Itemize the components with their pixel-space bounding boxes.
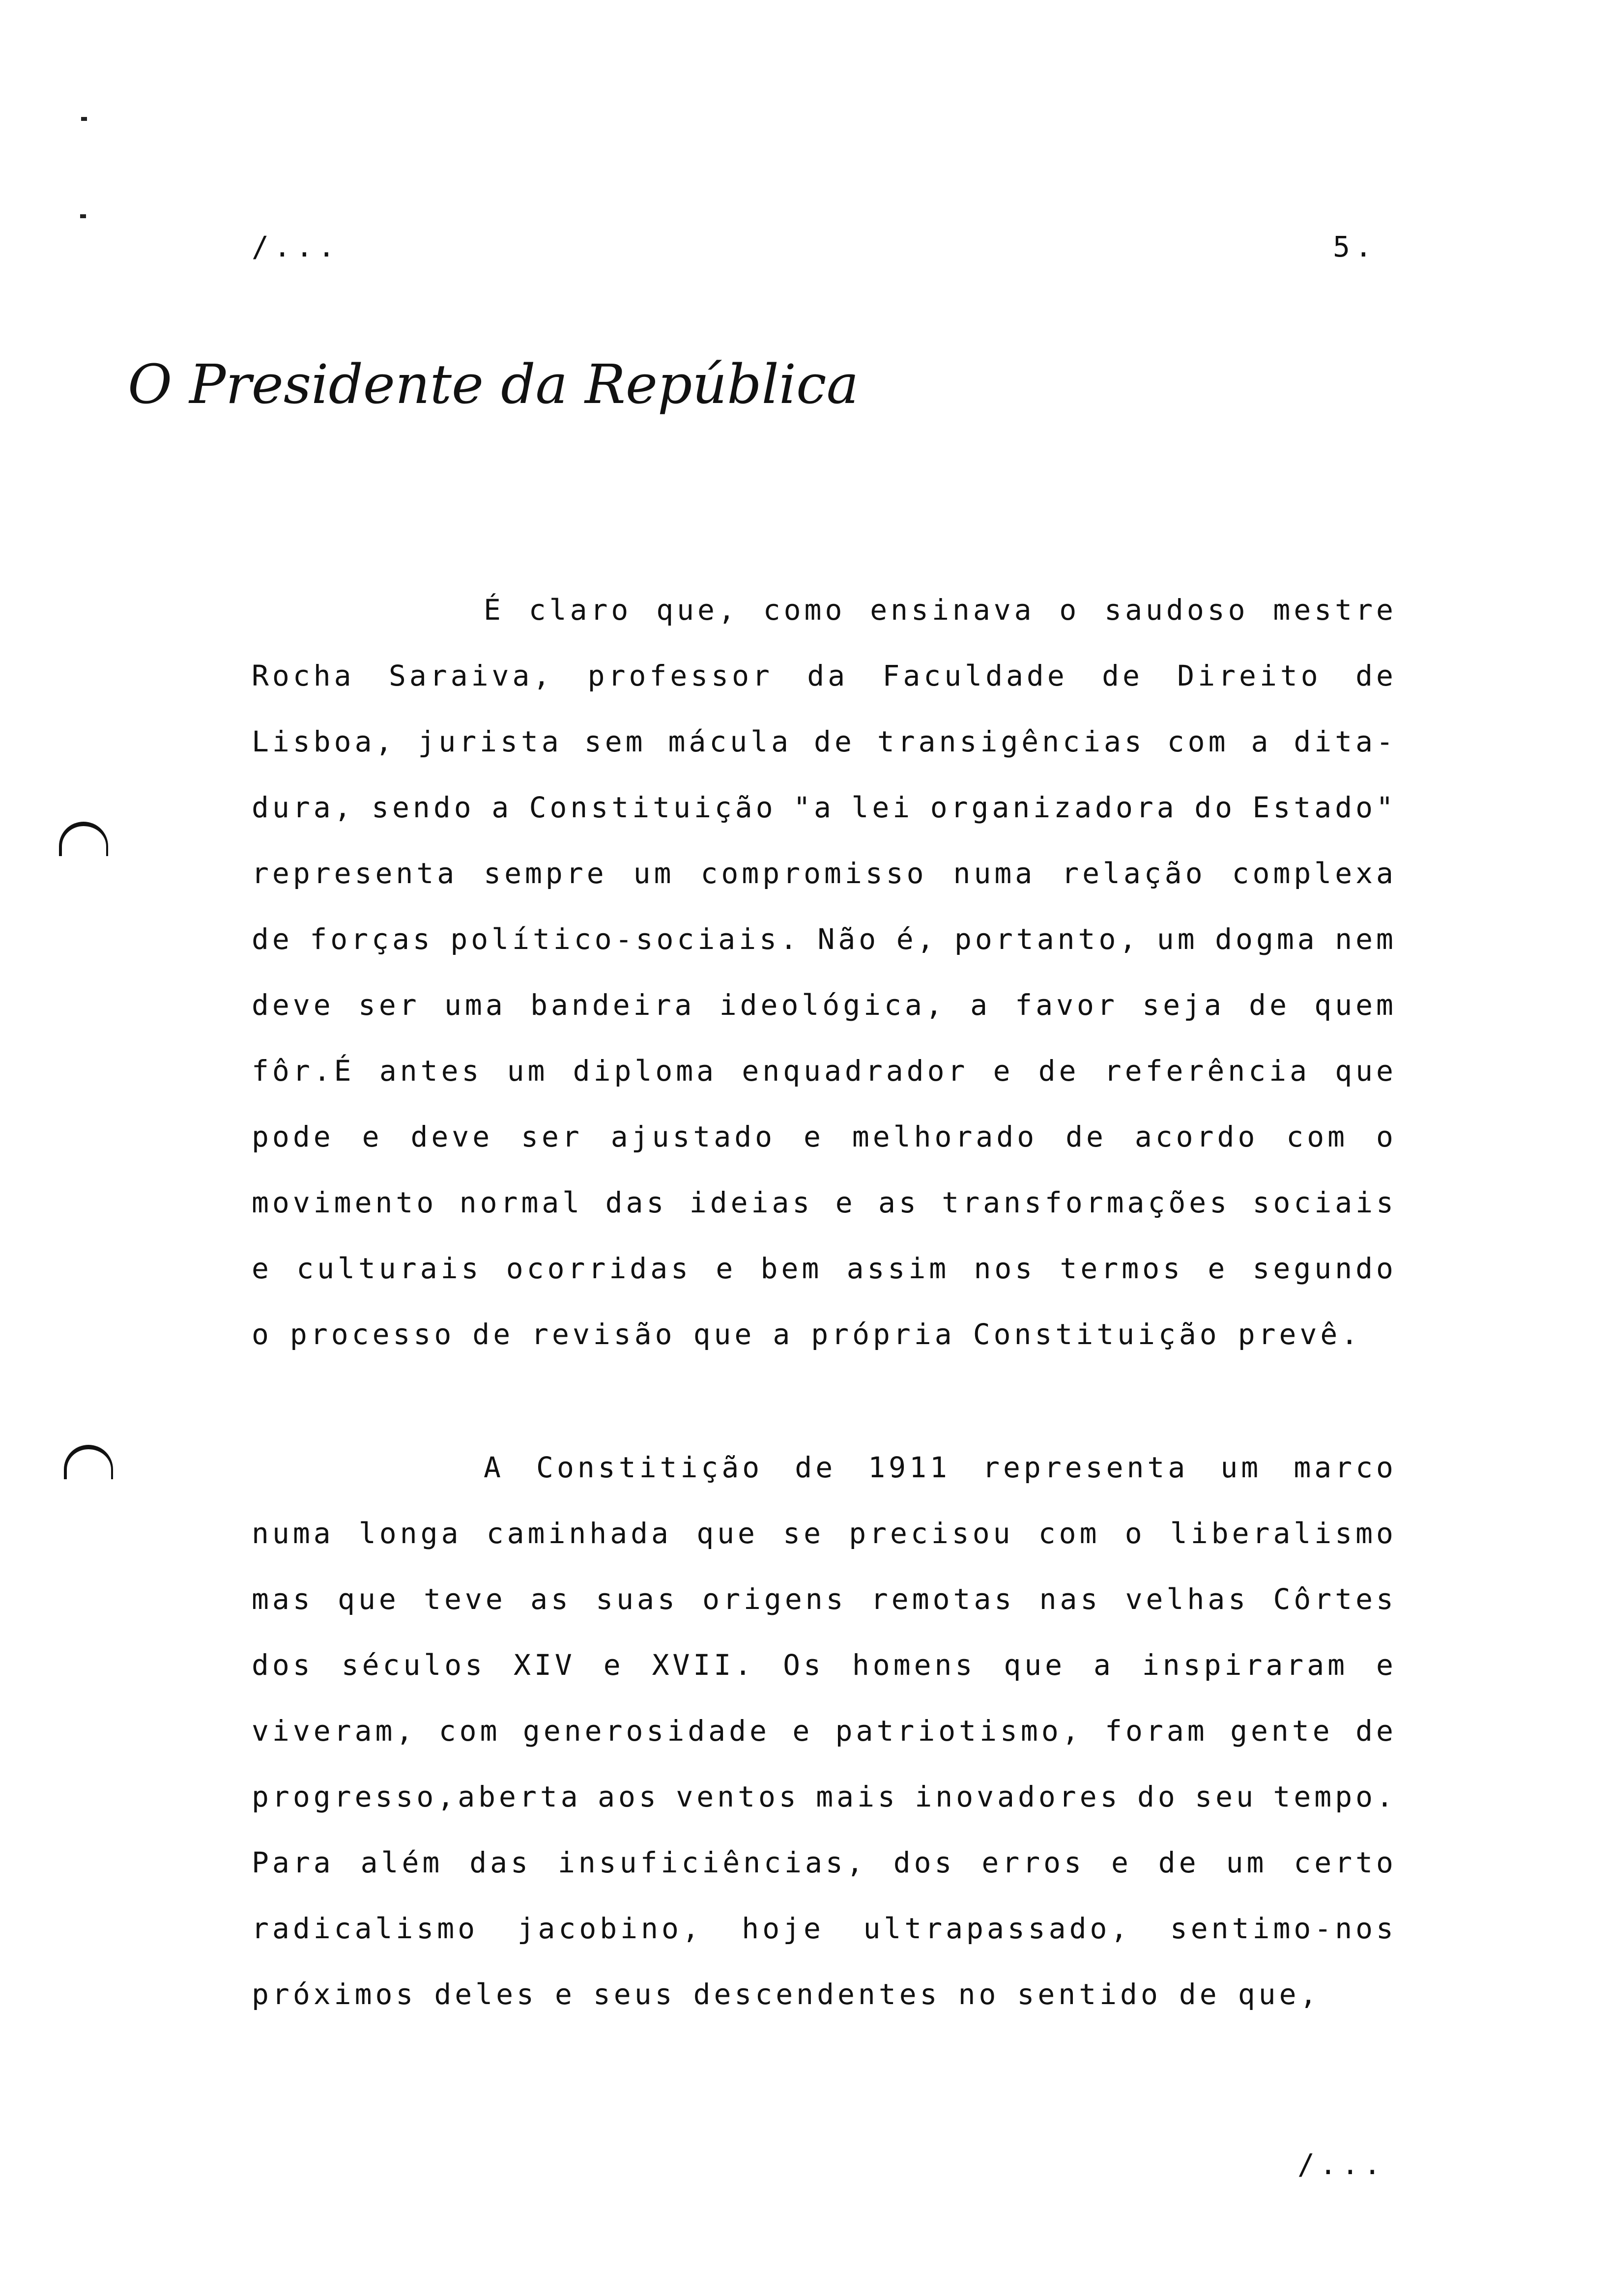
word: XVII. xyxy=(652,1648,755,1682)
word: sempre xyxy=(484,857,607,890)
text-line xyxy=(252,1312,1397,1378)
word: liberalismo xyxy=(1170,1517,1397,1550)
word: "a xyxy=(793,791,835,824)
word: inovadores xyxy=(915,1780,1121,1813)
word: sem xyxy=(584,725,646,758)
word: bem xyxy=(760,1252,823,1285)
word: um xyxy=(1156,922,1198,956)
word: de xyxy=(795,1451,836,1484)
word: transigências xyxy=(877,725,1145,758)
word: quem xyxy=(1314,988,1397,1022)
word: das xyxy=(605,1186,667,1219)
paragraph-1 xyxy=(252,587,1397,1378)
word: a xyxy=(1094,1648,1114,1682)
word: marco xyxy=(1294,1451,1397,1484)
word: numa xyxy=(252,1517,334,1550)
word: que, xyxy=(656,593,739,627)
word: seus xyxy=(593,1978,676,2011)
word: de xyxy=(814,725,855,758)
word: sendo xyxy=(372,791,475,824)
word: XIV xyxy=(514,1648,576,1682)
word: se xyxy=(783,1517,824,1550)
word: dos xyxy=(893,1846,955,1879)
word: que xyxy=(693,1318,755,1351)
word: Não xyxy=(817,922,880,956)
text-line xyxy=(252,1445,1397,1511)
word: Constituição xyxy=(973,1318,1220,1351)
word: político-sociais. xyxy=(450,922,801,956)
word: as xyxy=(530,1582,572,1616)
word: e xyxy=(835,1186,856,1219)
word: seja xyxy=(1142,988,1225,1022)
word: bandeira xyxy=(530,988,695,1022)
scan-mark xyxy=(80,214,86,218)
word: jacobino, xyxy=(517,1912,703,1945)
word: fôr.É xyxy=(252,1054,355,1088)
text-line xyxy=(252,1577,1397,1642)
word: a xyxy=(970,988,991,1022)
word: lei xyxy=(851,791,914,824)
word: e xyxy=(1376,1648,1397,1682)
word: Para xyxy=(252,1846,334,1879)
word: no xyxy=(958,1978,1000,2011)
word: um xyxy=(507,1054,548,1088)
word: hoje xyxy=(742,1912,824,1945)
word: que xyxy=(696,1517,758,1550)
word: Constituição xyxy=(529,791,777,824)
text-line xyxy=(252,1511,1397,1577)
text-line xyxy=(252,1048,1397,1114)
word: processo xyxy=(289,1318,455,1351)
word: tempo. xyxy=(1273,1780,1397,1813)
word: inspiraram xyxy=(1142,1648,1349,1682)
word: transformações xyxy=(942,1186,1231,1219)
word: Lisboa, xyxy=(252,725,396,758)
word: e xyxy=(792,1714,813,1748)
word: suas xyxy=(596,1582,678,1616)
word: insuficiências, xyxy=(557,1846,867,1879)
word: ajustado xyxy=(610,1120,776,1153)
word: Faculdade xyxy=(882,659,1068,692)
word: da xyxy=(807,659,849,692)
word: diploma xyxy=(573,1054,718,1088)
word: e xyxy=(1111,1846,1132,1879)
punch-hole-mark xyxy=(59,822,108,856)
word: dura, xyxy=(252,791,355,824)
text-line xyxy=(252,1708,1397,1774)
word: Os xyxy=(783,1648,824,1682)
word: revisão xyxy=(531,1318,676,1351)
word: erros xyxy=(981,1846,1085,1879)
word: claro xyxy=(528,593,632,627)
word: deles xyxy=(434,1978,537,2011)
word: Rocha xyxy=(252,659,355,692)
word: radicalismo xyxy=(252,1912,479,1945)
word: de xyxy=(1158,1846,1200,1879)
word: e xyxy=(362,1120,383,1153)
word: um xyxy=(1226,1846,1267,1879)
word: antes xyxy=(379,1054,483,1088)
word: o xyxy=(1124,1517,1146,1550)
word: com xyxy=(1167,725,1229,758)
word: mais xyxy=(816,1780,898,1813)
paragraph-2 xyxy=(252,1445,1397,2038)
word: ideias xyxy=(689,1186,813,1219)
word: que xyxy=(338,1582,400,1616)
text-line xyxy=(252,982,1397,1048)
word: progresso,aberta xyxy=(252,1780,581,1813)
word: nas xyxy=(1039,1582,1101,1616)
word: saudoso xyxy=(1104,593,1249,627)
word: A xyxy=(484,1451,504,1484)
word: deve xyxy=(252,988,334,1022)
word: ensinava xyxy=(870,593,1035,627)
letterhead xyxy=(128,339,859,437)
text-line xyxy=(252,785,1397,851)
word: que, xyxy=(1238,1978,1321,2011)
word: é, xyxy=(896,922,938,956)
word: das xyxy=(469,1846,532,1879)
word: segundo xyxy=(1252,1252,1397,1285)
text-line xyxy=(252,1840,1397,1906)
word: aos xyxy=(598,1780,660,1813)
text-line xyxy=(252,1246,1397,1312)
word: de xyxy=(1355,1714,1397,1748)
word: e xyxy=(554,1978,576,2011)
word: 1911 xyxy=(868,1451,950,1484)
word: um xyxy=(1220,1451,1262,1484)
word: favor xyxy=(1015,988,1118,1022)
word: de xyxy=(252,922,293,956)
word: nos xyxy=(974,1252,1036,1285)
word: ser xyxy=(358,988,420,1022)
word: do xyxy=(1137,1780,1179,1813)
text-line xyxy=(252,1906,1397,1972)
word: o xyxy=(252,1318,272,1351)
word: de xyxy=(1355,659,1397,692)
word: de xyxy=(1179,1978,1220,2011)
word: com xyxy=(438,1714,501,1748)
word: que xyxy=(1004,1648,1066,1682)
word: teve xyxy=(424,1582,506,1616)
word: pode xyxy=(252,1120,334,1153)
word: com xyxy=(1286,1120,1349,1153)
word: homens xyxy=(852,1648,976,1682)
word: representa xyxy=(982,1451,1189,1484)
text-line xyxy=(252,587,1397,653)
word: e xyxy=(716,1252,737,1285)
text-line xyxy=(252,1180,1397,1246)
word: É xyxy=(484,593,504,627)
word: que xyxy=(1335,1054,1397,1088)
word: deve xyxy=(410,1120,493,1153)
word: normal xyxy=(459,1186,583,1219)
word: foram xyxy=(1105,1714,1208,1748)
word: como xyxy=(763,593,846,627)
word: nem xyxy=(1335,922,1397,956)
word: dita- xyxy=(1294,725,1397,758)
word: gente xyxy=(1230,1714,1333,1748)
word: uma xyxy=(444,988,506,1022)
text-line xyxy=(252,1642,1397,1708)
word: portanto, xyxy=(954,922,1140,956)
word: a xyxy=(1251,725,1272,758)
continuation-marker-bottom: /... xyxy=(1297,2148,1386,2181)
word: a xyxy=(773,1318,794,1351)
word: seu xyxy=(1195,1780,1257,1813)
word: e xyxy=(1208,1252,1229,1285)
word: Estado" xyxy=(1252,791,1397,824)
word: o xyxy=(1376,1120,1397,1153)
word: Constitição xyxy=(536,1451,763,1484)
continuation-marker-top: /... xyxy=(252,230,340,263)
word: complexa xyxy=(1232,857,1397,890)
word: dogma xyxy=(1215,922,1318,956)
word: e xyxy=(804,1120,824,1153)
word: de xyxy=(1038,1054,1080,1088)
word: organizadora xyxy=(930,791,1178,824)
word: origens xyxy=(702,1582,847,1616)
word: assim xyxy=(846,1252,950,1285)
word: numa xyxy=(953,857,1036,890)
word: culturais xyxy=(296,1252,482,1285)
word: mas xyxy=(252,1582,314,1616)
word: forças xyxy=(310,922,433,956)
word: mácula xyxy=(668,725,792,758)
word: séculos xyxy=(341,1648,486,1682)
word: representa xyxy=(252,857,458,890)
text-line xyxy=(252,1114,1397,1180)
text-line xyxy=(252,851,1397,917)
punch-hole-mark xyxy=(64,1445,113,1479)
word: movimento xyxy=(252,1186,437,1219)
word: Côrtes xyxy=(1273,1582,1397,1616)
word: jurista xyxy=(418,725,562,758)
word: a xyxy=(491,791,513,824)
word: ocorridas xyxy=(506,1252,692,1285)
word: própria xyxy=(811,1318,955,1351)
word: ultrapassado, xyxy=(863,1912,1131,1945)
word: ideológica, xyxy=(719,988,946,1022)
text-line xyxy=(252,653,1397,719)
word: longa xyxy=(358,1517,462,1550)
word: referência xyxy=(1104,1054,1310,1088)
word: viveram, xyxy=(252,1714,417,1748)
word: Direito xyxy=(1177,659,1322,692)
word: de xyxy=(1102,659,1143,692)
word: ventos xyxy=(676,1780,800,1813)
word: de xyxy=(472,1318,514,1351)
word: melhorado xyxy=(852,1120,1038,1153)
word: patriotismo, xyxy=(835,1714,1083,1748)
word: professor xyxy=(587,659,773,692)
word: o xyxy=(1059,593,1080,627)
word: e xyxy=(603,1648,624,1682)
word: do xyxy=(1194,791,1236,824)
text-line xyxy=(252,719,1397,785)
word: de xyxy=(1249,988,1290,1022)
word: próximos xyxy=(252,1978,417,2011)
word: prevê. xyxy=(1238,1318,1362,1351)
word: e xyxy=(993,1054,1014,1088)
word: ser xyxy=(521,1120,583,1153)
word: sentimo-nos xyxy=(1170,1912,1397,1945)
word: velhas xyxy=(1125,1582,1249,1616)
word: sentido xyxy=(1017,1978,1161,2011)
word: e xyxy=(252,1252,272,1285)
word: as xyxy=(878,1186,920,1219)
word: mestre xyxy=(1273,593,1397,627)
word: sociais xyxy=(1252,1186,1397,1219)
letterhead-script xyxy=(128,339,859,437)
word: enquadrador xyxy=(742,1054,969,1088)
word: generosidade xyxy=(522,1714,770,1748)
word: remotas xyxy=(870,1582,1015,1616)
word: precisou xyxy=(849,1517,1014,1550)
word: com xyxy=(1038,1517,1100,1550)
word: um xyxy=(633,857,675,890)
word: relação xyxy=(1062,857,1206,890)
text-line xyxy=(252,917,1397,982)
word: compromisso xyxy=(700,857,927,890)
scan-mark xyxy=(81,117,87,121)
word: caminhada xyxy=(486,1517,672,1550)
letterhead-text: O Presidente da República xyxy=(128,353,859,416)
text-line xyxy=(252,1972,1397,2038)
word: dos xyxy=(252,1648,314,1682)
word: descendentes xyxy=(693,1978,941,2011)
word: acordo xyxy=(1134,1120,1259,1153)
word: Saraiva, xyxy=(388,659,554,692)
word: certo xyxy=(1294,1846,1397,1879)
text-line xyxy=(252,1774,1397,1840)
word: termos xyxy=(1060,1252,1184,1285)
page-number: 5. xyxy=(1333,230,1377,263)
word: de xyxy=(1065,1120,1107,1153)
word: além xyxy=(360,1846,443,1879)
